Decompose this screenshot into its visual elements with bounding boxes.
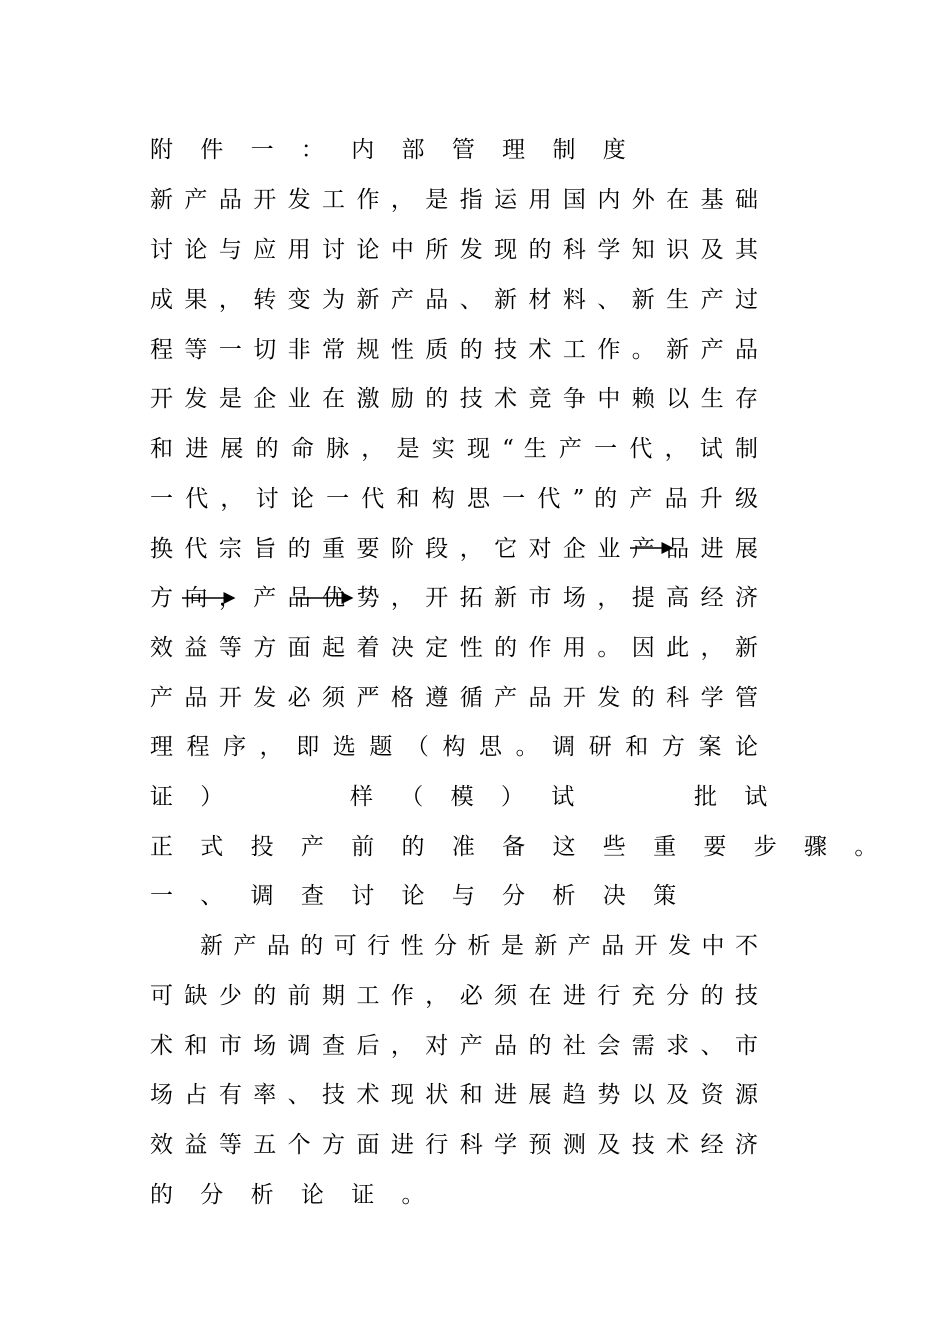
paragraph-line: 效 益 等 方 面 起 着 决 定 性 的 作 用 。 因 此 ， 新 — [150, 635, 758, 661]
paragraph-line: 讨 论 与 应 用 讨 论 中 所 发 现 的 科 学 知 识 及 其 — [150, 237, 758, 263]
paragraph-line: 的 分 析 论 证 。 — [150, 1182, 435, 1208]
paragraph-line: 方 向 ， 产 品 优 势 ， 开 拓 新 市 场 ， 提 高 经 济 — [150, 585, 758, 611]
section-title: 一 、 调 查 讨 论 与 分 析 决 策 — [150, 883, 687, 909]
paragraph-line: 新 产 品 开 发 工 作 ， 是 指 运 用 国 内 外 在 基 础 — [150, 187, 758, 213]
steps-segment: 批 试 — [694, 784, 778, 810]
paragraph-line: 效 益 等 五 个 方 面 进 行 科 学 预 测 及 技 术 经 济 — [150, 1132, 758, 1158]
paragraph-line: 术 和 市 场 调 查 后 ， 对 产 品 的 社 会 需 求 、 市 — [150, 1033, 758, 1059]
paragraph-line: 新 产 品 的 可 行 性 分 析 是 新 产 品 开 发 中 不 — [200, 933, 758, 959]
paragraph-line: 一 代 ， 讨 论 一 代 和 构 思 一 代 ” 的 产 品 升 级 — [150, 486, 758, 512]
steps-segment: 证 ） — [150, 784, 234, 810]
steps-segment: 样 （ 模 ） 试 — [350, 784, 585, 810]
paragraph-line: 可 缺 少 的 前 期 工 作 ， 必 须 在 进 行 充 分 的 技 — [150, 983, 758, 1009]
paragraph-line: 程 等 一 切 非 常 规 性 质 的 技 术 工 作 。 新 产 品 — [150, 337, 758, 363]
paragraph-line: 理 程 序 ， 即 选 题 （ 构 思 。 调 研 和 方 案 论 — [150, 734, 758, 760]
document-heading: 附 件 一 ： 内 部 管 理 制 度 — [150, 137, 636, 163]
paragraph-line: 和 进 展 的 命 脉 ， 是 实 现 “ 生 产 一 代 ， 试 制 — [150, 436, 758, 462]
paragraph-line: 开 发 是 企 业 在 激 励 的 技 术 竞 争 中 赖 以 生 存 — [150, 386, 758, 412]
paragraph-line: 成 果 ， 转 变 为 新 产 品 、 新 材 料 、 新 生 产 过 — [150, 287, 758, 313]
paragraph-line: 正 式 投 产 前 的 准 备 这 些 重 要 步 骤 。 — [150, 834, 888, 860]
paragraph-line: 场 占 有 率 、 技 术 现 状 和 进 展 趋 势 以 及 资 源 — [150, 1082, 758, 1108]
steps-line — [150, 779, 778, 815]
paragraph-line: 换 代 宗 旨 的 重 要 阶 段 ， 它 对 企 业 产 品 进 展 — [150, 536, 758, 562]
paragraph-line: 产 品 开 发 必 须 严 格 遵 循 产 品 开 发 的 科 学 管 — [150, 685, 758, 711]
